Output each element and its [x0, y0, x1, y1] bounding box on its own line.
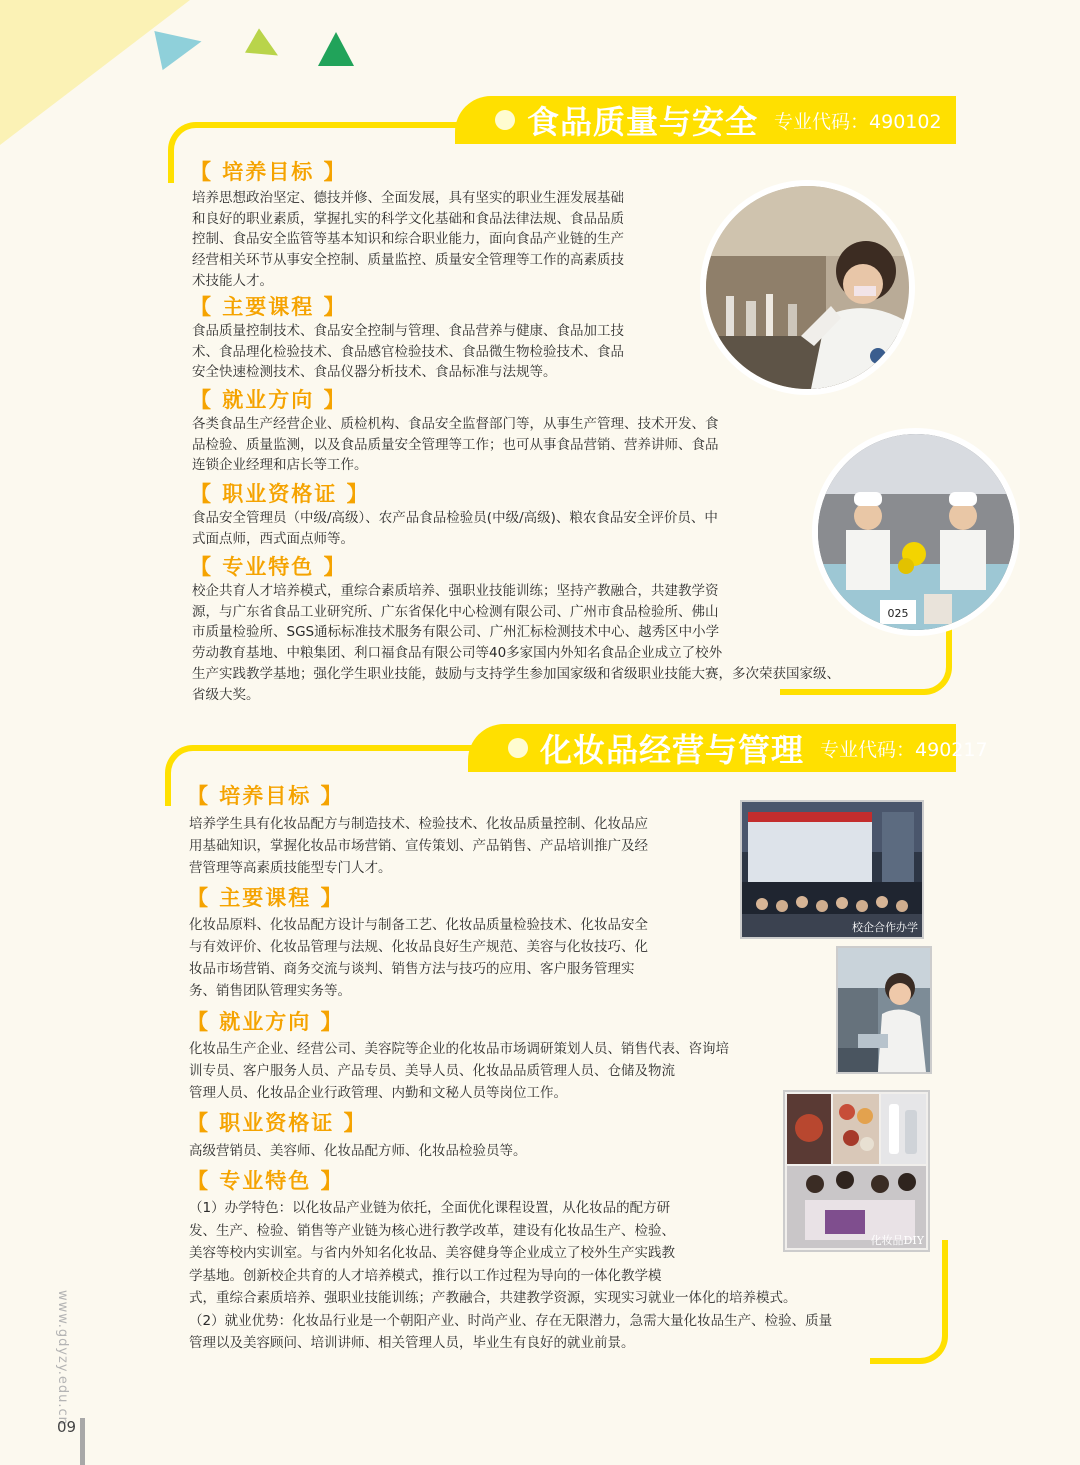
section1-banner: [455, 96, 956, 144]
section2-title: 化妆品经营与管理: [540, 731, 805, 769]
lab-student-photo: [836, 946, 932, 1074]
food-competition-photo: [812, 428, 1020, 636]
section2-feature-text: （1）办学特色：以化妆品产业链为依托，全面优化课程设置，从化妆品的配方研 发、生产、检验、销售等产业链为核心进行教学改革，建设有化妆品生产、检验、 美容等校内实训室。与省内外知名化妆品、美容健身等企业成立了校外生产实践教 学基地。创新校企共育的人才培养模式，推行以工作过程为导向的一体化教学模 式，重综合素质培养、强职业技能训练；产教融合，共建教学资源，实现实习就业一体化的培养模式。 （2）就业优势：化妆品行业是一个朝阳产业、时尚产业、存在无限潜力，急需大量化妆品生产、检验、质量 管理以及美容顾问、培训讲师、相关管理人员，毕业生有良好的就业前景。: [189, 1200, 833, 1351]
section2-cert-heading: 【 职业资格证 】: [187, 1111, 367, 1135]
section2-course-heading: 【 主要课程 】: [187, 886, 344, 910]
section2-goal-heading: 【 培养目标 】: [187, 784, 344, 808]
section2-feature-heading: 【 专业特色 】: [187, 1169, 344, 1193]
competition-number-label: 025: [887, 607, 909, 620]
lab-photo-illustration: [706, 186, 909, 389]
diy-collage-illustration: [785, 1092, 928, 1250]
competition-photo-illustration: [818, 434, 1014, 630]
triangle-decoration-lime: [245, 28, 285, 67]
section2-banner: [468, 724, 988, 772]
page-number-bar: [80, 1418, 85, 1465]
section1-course-text: 食品质量控制技术、食品安全控制与管理、食品营养与健康、食品加工技 术、食品理化检验技术、食品感官检验技术、食品微生物检验技术、食品 安全快速检测技术、食品仪器分析技术、食品标准与法规等。: [192, 323, 624, 381]
lab-experiment-photo: [700, 180, 915, 395]
section2-code: 专业代码：490217: [820, 738, 988, 761]
bullet-dot-icon: [495, 110, 515, 130]
meeting-photo-illustration: [742, 802, 922, 937]
section1-feature-text: 校企共育人才培养模式，重综合素质培养、强职业技能训练；坚持产教融合，共建教学资 源，与广东省食品工业研究所、广东省保化中心检测有限公司、广州市食品检验所、佛山 市质量检验所、SGS通标标准技术服务有限公司、广州汇标检测技术中心、越秀区中小学 劳动教育基地、中粮集团、利口福食品有限公司等40多家国内外知名食品企业成立了校外 生产实践教学基地；强化学生职业技能，鼓励与支持学生参加国家级和省级职业技能大赛，多次荣获国家级、 省级大奖。: [192, 583, 840, 703]
section2-career-heading: 【 就业方向 】: [187, 1010, 344, 1034]
school-enterprise-photo: [740, 800, 924, 939]
triangle-decoration-blue: [154, 22, 205, 70]
section1-feature-heading: 【 专业特色 】: [190, 555, 347, 579]
section2-career-text: 化妆品生产企业、经营公司、美容院等企业的化妆品市场调研策划人员、销售代表、咨询培 训专员、客户服务人员、产品专员、美导人员、化妆品品质管理人员、仓储及物流 管理人员、化妆品企业行政管理、内勤和文秘人员等岗位工作。: [189, 1041, 729, 1101]
photo-caption: 化妆品DIY: [870, 1234, 924, 1247]
section1-career-text: 各类食品生产经营企业、质检机构、食品安全监督部门等，从事生产管理、技术开发、食 品检验、质量监测，以及食品质量安全管理等工作；也可从事食品营销、营养讲师、食品 连锁企业经理和店长等工作。: [192, 416, 719, 474]
corner-decoration: [0, 0, 190, 145]
section2-goal-text: 培养学生具有化妆品配方与制造技术、检验技术、化妆品质量控制、化妆品应 用基础知识，掌握化妆品市场营销、宣传策划、产品销售、产品培训推广及经 营管理等高素质技能型专门人才。: [189, 816, 648, 876]
section1-course-heading: 【 主要课程 】: [190, 295, 347, 319]
bullet-dot-icon: [508, 738, 528, 758]
section1-cert-heading: 【 职业资格证 】: [190, 482, 370, 506]
section1-title: 食品质量与安全: [527, 103, 759, 141]
page-number: 09: [57, 1418, 77, 1436]
section1-goal-heading: 【 培养目标 】: [190, 160, 347, 184]
section1-career-heading: 【 就业方向 】: [190, 388, 347, 412]
section1-code: 专业代码：490102: [774, 110, 942, 133]
cosmetics-diy-photo: [783, 1090, 930, 1252]
section2-cert-text: 高级营销员、美容师、化妆品配方师、化妆品检验员等。: [189, 1143, 527, 1159]
website-url: www.gdyzy.edu.cn: [55, 1290, 70, 1426]
section2-course-text: 化妆品原料、化妆品配方设计与制备工艺、化妆品质量检验技术、化妆品安全 与有效评价、化妆品管理与法规、化妆品良好生产规范、美容与化妆技巧、化 妆品市场营销、商务交流与谈判、销售方法与技巧的应用、客户服务管理实 务、销售团队管理实务等。: [189, 917, 648, 999]
section1-cert-text: 食品安全管理员（中级/高级）、农产品食品检验员(中级/高级)、粮农食品安全评价员、中 式面点师，西式面点师等。: [192, 510, 718, 547]
student-lab-illustration: [838, 948, 930, 1072]
photo-caption: 校企合作办学: [852, 921, 918, 934]
triangle-decoration-green: [318, 32, 354, 66]
section1-goal-text: 培养思想政治坚定、德技并修、全面发展，具有坚实的职业生涯发展基础 和良好的职业素质，掌握扎实的科学文化基础和食品法律法规、食品品质 控制、食品安全监管等基本知识和综合职业能力，面向食品产业链的生产 经营相关环节从事安全控制、质量监控、质量安全管理等工作的高素质技 术技能人才。: [192, 190, 624, 289]
